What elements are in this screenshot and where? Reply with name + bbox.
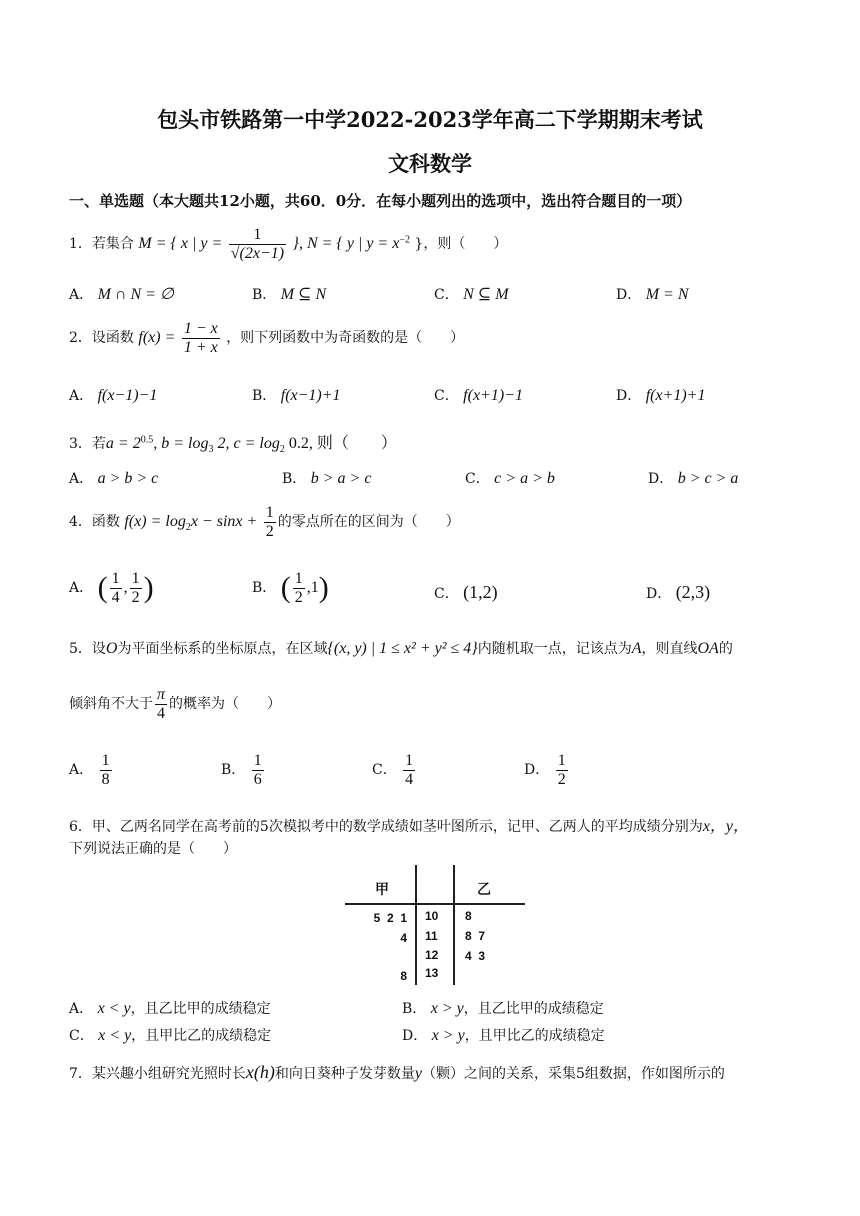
question-7: 7．某兴趣小组研究光照时长x(h)和向日葵种子发芽数量y（颗）之间的关系，采集5组数据，作如图所示的 xyxy=(69,1062,725,1082)
stem-row-3-stem: 12 xyxy=(425,948,439,962)
q3-sub-1: 3 xyxy=(208,443,214,455)
q1-option-c[interactable]: C． N ⊆ M xyxy=(434,286,509,303)
q1-option-a[interactable]: A． M ∩ N = ∅ xyxy=(69,286,174,303)
q6-option-a[interactable]: A． x < y，且乙比甲的成绩稳定 xyxy=(69,1000,271,1017)
q1-option-b[interactable]: B． M ⊆ N xyxy=(252,286,327,303)
q2-option-b[interactable]: B． f(x−1)+1 xyxy=(252,387,341,404)
q3-expr: a = 2 xyxy=(105,435,141,452)
question-2 xyxy=(69,320,464,356)
q2-option-d[interactable]: D． f(x+1)+1 xyxy=(616,387,706,404)
question-5-line-1: 5．设O为平面坐标系的坐标原点，在区域{(x, y) | 1 ≤ x² + y² ≤ 4}内随机取一点，记该点为A，则直线OA的 xyxy=(69,640,733,657)
stem-row-1-right: 8 xyxy=(465,909,472,923)
q3-sub-2: 2 xyxy=(279,443,285,455)
q1-fraction: $\frac{1}{√(2x-1)}$ xyxy=(230,226,285,262)
q5-option-c[interactable]: C． $\frac{1}{4}$ xyxy=(372,752,414,788)
stem-header-yi: 乙 xyxy=(477,881,491,897)
question-3 xyxy=(69,430,397,455)
q4-sub: 2 xyxy=(185,521,191,533)
q4-tail: 的零点所在的区间为（ ） xyxy=(277,514,460,531)
q3-expr-b: , b = log xyxy=(153,435,209,452)
q2-number: 2．设函数 xyxy=(69,330,134,347)
q3-option-a[interactable]: A． a > b > c xyxy=(69,470,159,487)
q4-expr-b: x − sinx + xyxy=(190,513,258,531)
q3-number: 3．若 xyxy=(69,436,106,452)
q2-tail: ，则下列函数中为奇函数的是（ ） xyxy=(226,330,465,347)
q6-option-b[interactable]: B． x > y，且乙比甲的成绩稳定 xyxy=(402,1000,604,1017)
stem-row-4-left: 8 xyxy=(400,969,407,983)
q2-option-a[interactable]: A． f(x−1)−1 xyxy=(69,387,158,404)
q1-set-n: }, N = { y | y = x xyxy=(292,235,400,253)
q1-set-m: M = { x | y = xyxy=(138,235,223,253)
stem-row-4-stem: 13 xyxy=(425,966,439,980)
q4-option-c[interactable]: C． (1,2) xyxy=(434,582,498,602)
q6-option-c[interactable]: C． x < y，且甲比乙的成绩稳定 xyxy=(69,1027,272,1044)
q5-option-d[interactable]: D． $\frac{1}{2}$ xyxy=(524,752,566,788)
q6-option-d[interactable]: D． x > y，且甲比乙的成绩稳定 xyxy=(402,1027,605,1044)
q3-option-d[interactable]: D． b > c > a xyxy=(648,470,739,487)
exam-title: 包头市铁路第一中学2022-2023学年高二下学期期末考试 xyxy=(157,107,703,132)
stem-header-jia: 甲 xyxy=(375,881,389,897)
q1-number: 1．若集合 xyxy=(69,236,134,253)
stem-row-2-left: 4 xyxy=(400,931,407,945)
stem-row-2-stem: 11 xyxy=(425,929,438,943)
q2-option-c[interactable]: C． f(x+1)−1 xyxy=(434,387,523,404)
q3-exponent: 0.5 xyxy=(140,434,154,446)
q4-number: 4．函数 xyxy=(69,514,120,531)
stem-divider-left xyxy=(415,865,417,985)
question-1 xyxy=(69,226,507,262)
q4-expr: f(x) = log xyxy=(124,513,186,531)
stem-row-1-left: 5 2 1 xyxy=(373,911,407,925)
q5-option-b[interactable]: B． $\frac{1}{6}$ xyxy=(221,752,262,788)
q3-expr-c: 2, c = log xyxy=(213,435,280,452)
stem-row-1-stem: 10 xyxy=(425,909,439,923)
section-heading: 一、单选题（本大题共12小题，共60．0分．在每小题列出的选项中，选出符合题目的一项） xyxy=(69,192,692,210)
q2-fraction: $\frac{1 - x}{1 + x}$ xyxy=(183,320,218,356)
q1-exponent: −2 xyxy=(399,234,410,246)
q4-option-d[interactable]: D． (2,3) xyxy=(646,582,711,602)
q3-option-c[interactable]: C． c > a > b xyxy=(465,470,555,487)
q1-option-d[interactable]: D． M = N xyxy=(616,286,689,303)
question-5-line-2: 倾斜角不大于 $\frac{\pi}{4}$ 的概率为（ ） xyxy=(69,686,282,722)
question-6-line-1: 6．甲、乙两名同学在高考前的5次模拟考中的数学成绩如茎叶图所示，记甲、乙两人的平均成绩分别为x，y， xyxy=(69,818,750,835)
stem-divider-right xyxy=(453,865,455,985)
stem-header-line xyxy=(345,903,525,905)
q4-option-b[interactable]: B． ( $\frac{1}{2}$ ,1) xyxy=(252,570,329,606)
q5-option-a[interactable]: A． $\frac{1}{8}$ xyxy=(69,752,110,788)
question-6-line-2: 下列说法正确的是（ ） xyxy=(69,841,237,857)
stem-leaf-plot xyxy=(345,865,525,985)
q2-fx: f(x) = xyxy=(138,329,176,347)
q3-option-b[interactable]: B． b > a > c xyxy=(282,470,372,487)
exam-subtitle: 文科数学 xyxy=(388,151,472,176)
stem-row-3-right: 4 3 xyxy=(465,949,486,963)
q4-fraction: $\frac{1}{2}$ xyxy=(265,504,274,540)
question-4 xyxy=(69,504,460,540)
q3-tail: 0.2, 则（ ） xyxy=(284,435,397,452)
q1-tail: }，则（ ） xyxy=(414,236,508,253)
q4-option-a[interactable]: A． ( $\frac{1}{4}$ , $\frac{1}{2}$ ) xyxy=(69,570,154,606)
stem-row-2-right: 8 7 xyxy=(465,929,486,943)
